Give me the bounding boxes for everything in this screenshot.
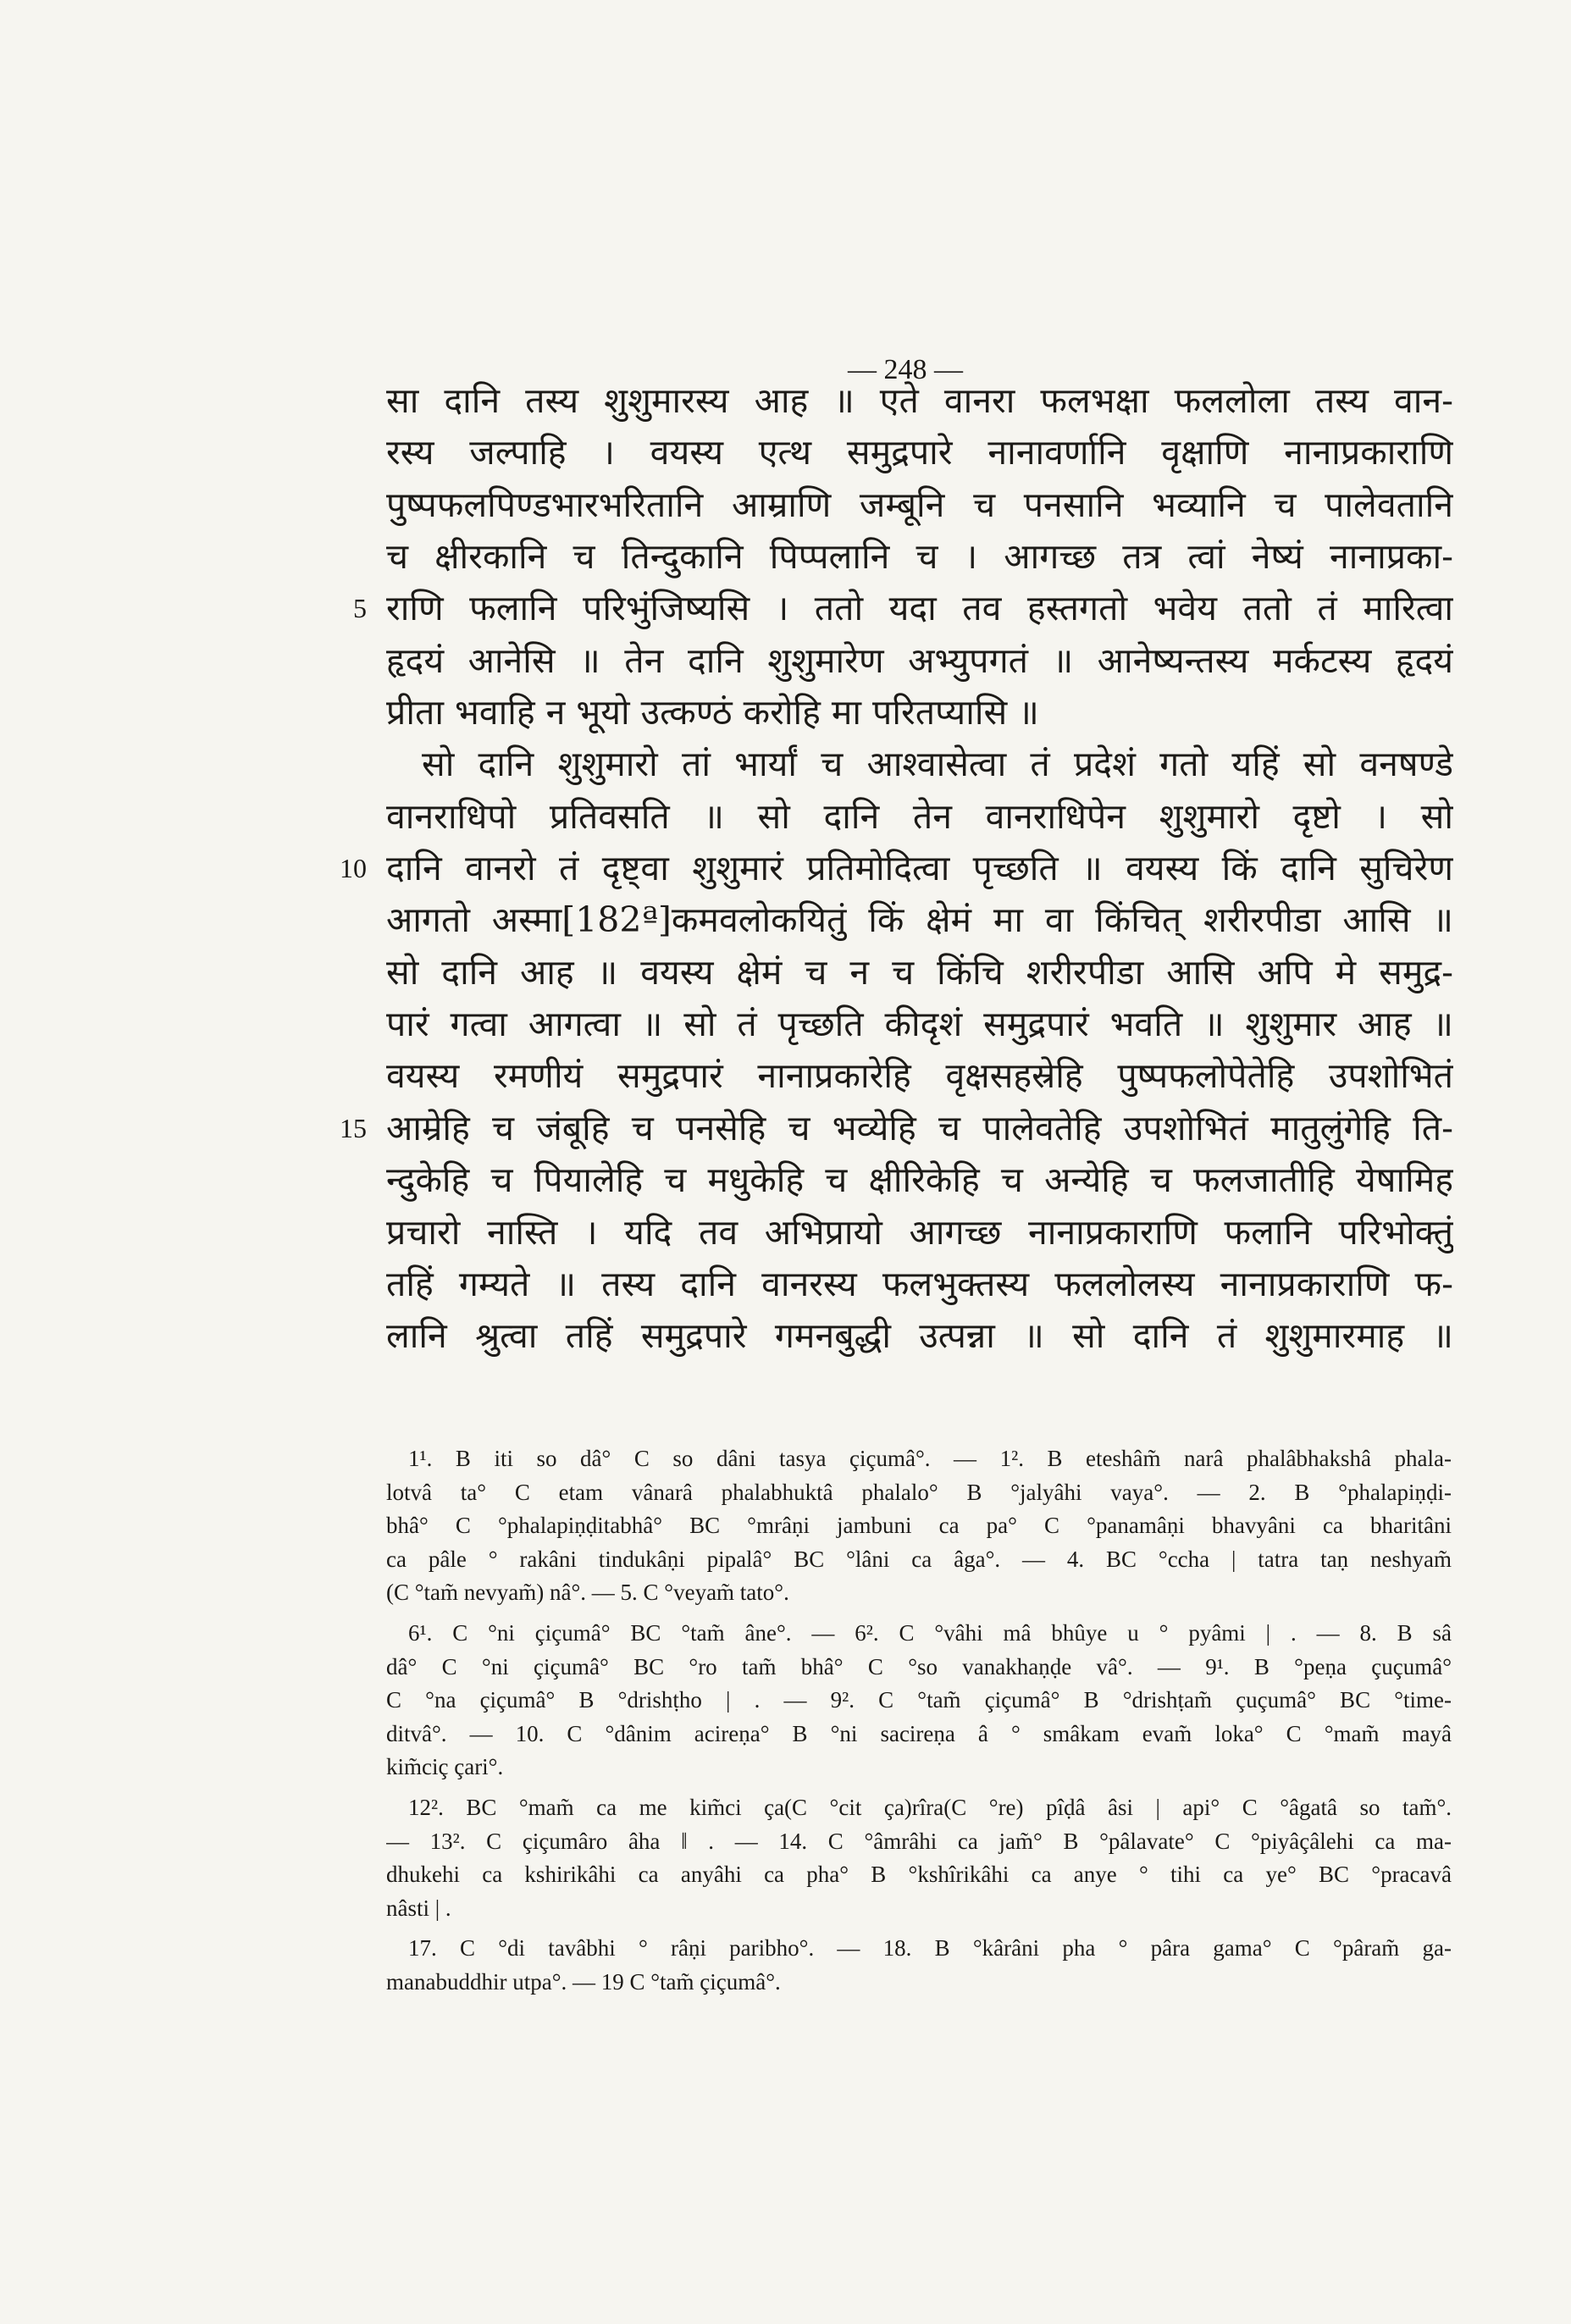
page-number: — 248 — <box>848 354 963 385</box>
footnote-line: (C °tam̃ nevyam̃) nâ°. — 5. C °veyam̃ tato°. <box>386 1580 789 1606</box>
footnotes <box>386 1442 1452 2006</box>
text-line-content: सा दानि तस्य शुशुमारस्य आह ॥ एते वानरा फलभक्षा फललोला तस्य वान- <box>386 380 1453 421</box>
footnote <box>386 1791 1452 1925</box>
text-line <box>386 791 1453 843</box>
text-line <box>386 739 1453 790</box>
text-line-content: तहिं गम्यते ॥ तस्य दानि वानरस्य फलभुक्तस्य फललोलस्य नानाप्रकाराणि फ- <box>386 1263 1453 1304</box>
line-number: 5 <box>353 593 367 624</box>
text-line-content: प्रीता भवाहि न भूयो उत्कण्ठं करोहि मा परितप्यासि ॥ <box>386 692 1039 733</box>
footnote <box>386 1442 1452 1610</box>
footnote-line: manabuddhir utpa°. — 19 C °tam̃ çiçumâ°. <box>386 1968 781 1995</box>
footnote-line: ca pâle ° rakâni tindukâṇi pipalâ° BC °lâni ca âga°. — 4. BC °ccha | tatra taṇ neshyam̃ <box>386 1546 1452 1572</box>
text-line <box>386 687 1453 739</box>
text-line <box>340 1103 1453 1154</box>
text-line-content: वयस्य रमणीयं समुद्रपारं नानाप्रकारेहि वृक्षसहस्रेहि पुष्पफलोपेतेहि उपशोभितं <box>386 1055 1453 1097</box>
footnote-line: — 13². C çiçumâro âha ‖ . — 14. C °âmrâhi ca jam̃° B °pâlavate° C °piyâçâlehi ca ma- <box>386 1828 1452 1854</box>
text-line <box>386 479 1453 531</box>
line-number: 15 <box>340 1112 367 1143</box>
text-line-content: न्दुकेहि च पियालेहि च मधुकेहि च क्षीरिकेहि च अन्येहि च फलजातीहि येषामिह <box>386 1159 1453 1201</box>
text-line <box>353 583 1453 634</box>
text-line-content: प्रचारो नास्ति । यदि तव अभिप्रायो आगच्छ नानाप्रकाराणि फलानि परिभोक्तुं <box>386 1211 1453 1253</box>
text-line-content: आगतो अस्मा[182ª]कमवलोकयितुं किं क्षेमं मा वा किंचित् शरीरपीडा आसि ॥ <box>386 899 1453 941</box>
text-line-content: रस्य जल्पाहि । वयस्य एत्थ समुद्रपारे नानावर्णानि वृक्षाणि नानाप्रकाराणि <box>386 432 1453 473</box>
text-line-content: पुष्पफलपिण्डभारभरितानि आम्राणि जम्बूनि च पनसानि भव्यानि च पालेवतानि <box>386 484 1453 525</box>
text-line <box>340 843 1453 894</box>
footnote-line: lotvâ ta° C etam vânarâ phalabhuktâ phalalo° B °jalyâhi vaya°. — 2. B °phalapiṇḍi- <box>386 1479 1452 1505</box>
text-line <box>386 1207 1453 1259</box>
text-line-content: च क्षीरकानि च तिन्दुकानि पिप्पलानि च । आगच्छ तत्र त्वां नेष्यं नानाप्रका- <box>386 536 1453 578</box>
text-line <box>386 531 1453 583</box>
text-line <box>386 1310 1453 1362</box>
footnote <box>386 1617 1452 1784</box>
footnote-line: dhukehi ca kshirikâhi ca anyâhi ca pha° B °kshîrikâhi ca anye ° tihi ca ye° BC °pracavâ <box>386 1862 1452 1888</box>
text-line-content: पारं गत्वा आगत्वा ॥ सो तं पृच्छति कीदृशं समुद्रपारं भवति ॥ शुशुमार आह ॥ <box>386 1004 1453 1045</box>
text-line <box>386 894 1453 946</box>
text-line <box>386 1259 1453 1310</box>
text-line-content: लानि श्रुत्वा तहिं समुद्रपारे गमनबुद्धी उत्पन्ना ॥ सो दानि तं शुशुमारमाह ॥ <box>386 1315 1453 1357</box>
text-line-content: वानराधिपो प्रतिवसति ॥ सो दानि तेन वानराधिपेन शुशुमारो दृष्टो । सो <box>386 795 1453 837</box>
footnote-line: 6¹. C °ni çiçumâ° BC °tam̃ âne°. — 6². C °vâhi mâ bhûye u ° pyâmi | . — 8. B sâ <box>408 1619 1452 1646</box>
text-line <box>386 999 1453 1050</box>
text-line-content: आम्रेहि च जंबूहि च पनसेहि च भव्येहि च पालेवतेहि उपशोभितं मातुलुंगेहि ति- <box>386 1107 1453 1148</box>
footnote-line: 12². BC °mam̃ ca me kim̃ci ça(C °cit ça)rîra(C °re) pîḍâ âsi | api° C °âgatâ so tam̃°. <box>408 1794 1452 1820</box>
text-line-content: हृदयं आनेसि ॥ तेन दानि शुशुमारेण अभ्युपगतं ॥ आनेष्यन्तस्य मर्कटस्य हृदयं <box>386 639 1453 681</box>
text-line-content: सो दानि शुशुमारो तां भार्यां च आश्वासेत्वा तं प्रदेशं गतो यहिं सो वनषण्डे <box>422 744 1453 785</box>
main-text <box>340 375 1453 1363</box>
footnote-line: nâsti | . <box>386 1895 451 1921</box>
text-line-content: सो दानि आह ॥ वयस्य क्षेमं च न च किंचि शरीरपीडा आसि अपि मे समुद्र- <box>386 951 1453 993</box>
footnote-line: kim̃ciç çari°. <box>386 1754 504 1780</box>
text-line-content: दानि वानरो तं दृष्ट्वा शुशुमारं प्रतिमोदित्वा पृच्छति ॥ वयस्य किं दानि सुचिरेण <box>386 848 1453 889</box>
footnote-line: 1¹. B iti so dâ° C so dâni tasya çiçumâ°. — 1². B eteshâm̃ narâ phalâbhakshâ phala- <box>408 1446 1452 1471</box>
line-number: 10 <box>340 853 367 884</box>
footnote <box>386 1932 1452 1999</box>
footnote-line: 17. C °di tavâbhi ° râṇi paribho°. — 18. B °kârâni pha ° pâra gama° C °pâram̃ ga- <box>408 1935 1452 1962</box>
text-line <box>386 375 1453 427</box>
text-line <box>386 1050 1453 1102</box>
footnote-line: dâ° C °ni çiçumâ° BC °ro tam̃ bhâ° C °so vanakhaṇḍe vâ°. — 9¹. B °peṇa çuçumâ° <box>386 1653 1452 1679</box>
footnote-line: bhâ° C °phalapiṇḍitabhâ° BC °mrâṇi jambuni ca pa° C °panamâṇi bhavyâni ca bharitâni <box>386 1513 1452 1539</box>
text-line-content: राणि फलानि परिभुंजिष्यसि । ततो यदा तव हस्तगतो भवेय ततो तं मारित्वा <box>386 588 1453 629</box>
text-line <box>386 1154 1453 1206</box>
footnote-line: ditvâ°. — 10. C °dânim acireṇa° B °ni sacireṇa â ° smâkam evam̃ loka° C °mam̃ mayâ <box>386 1720 1452 1746</box>
footnote-line: C °na çiçumâ° B °drishṭho | . — 9². C °tam̃ çiçumâ° B °drishṭam̃ çuçumâ° BC °time- <box>386 1687 1452 1713</box>
text-line <box>386 947 1453 999</box>
text-line <box>386 427 1453 479</box>
text-line <box>386 635 1453 687</box>
